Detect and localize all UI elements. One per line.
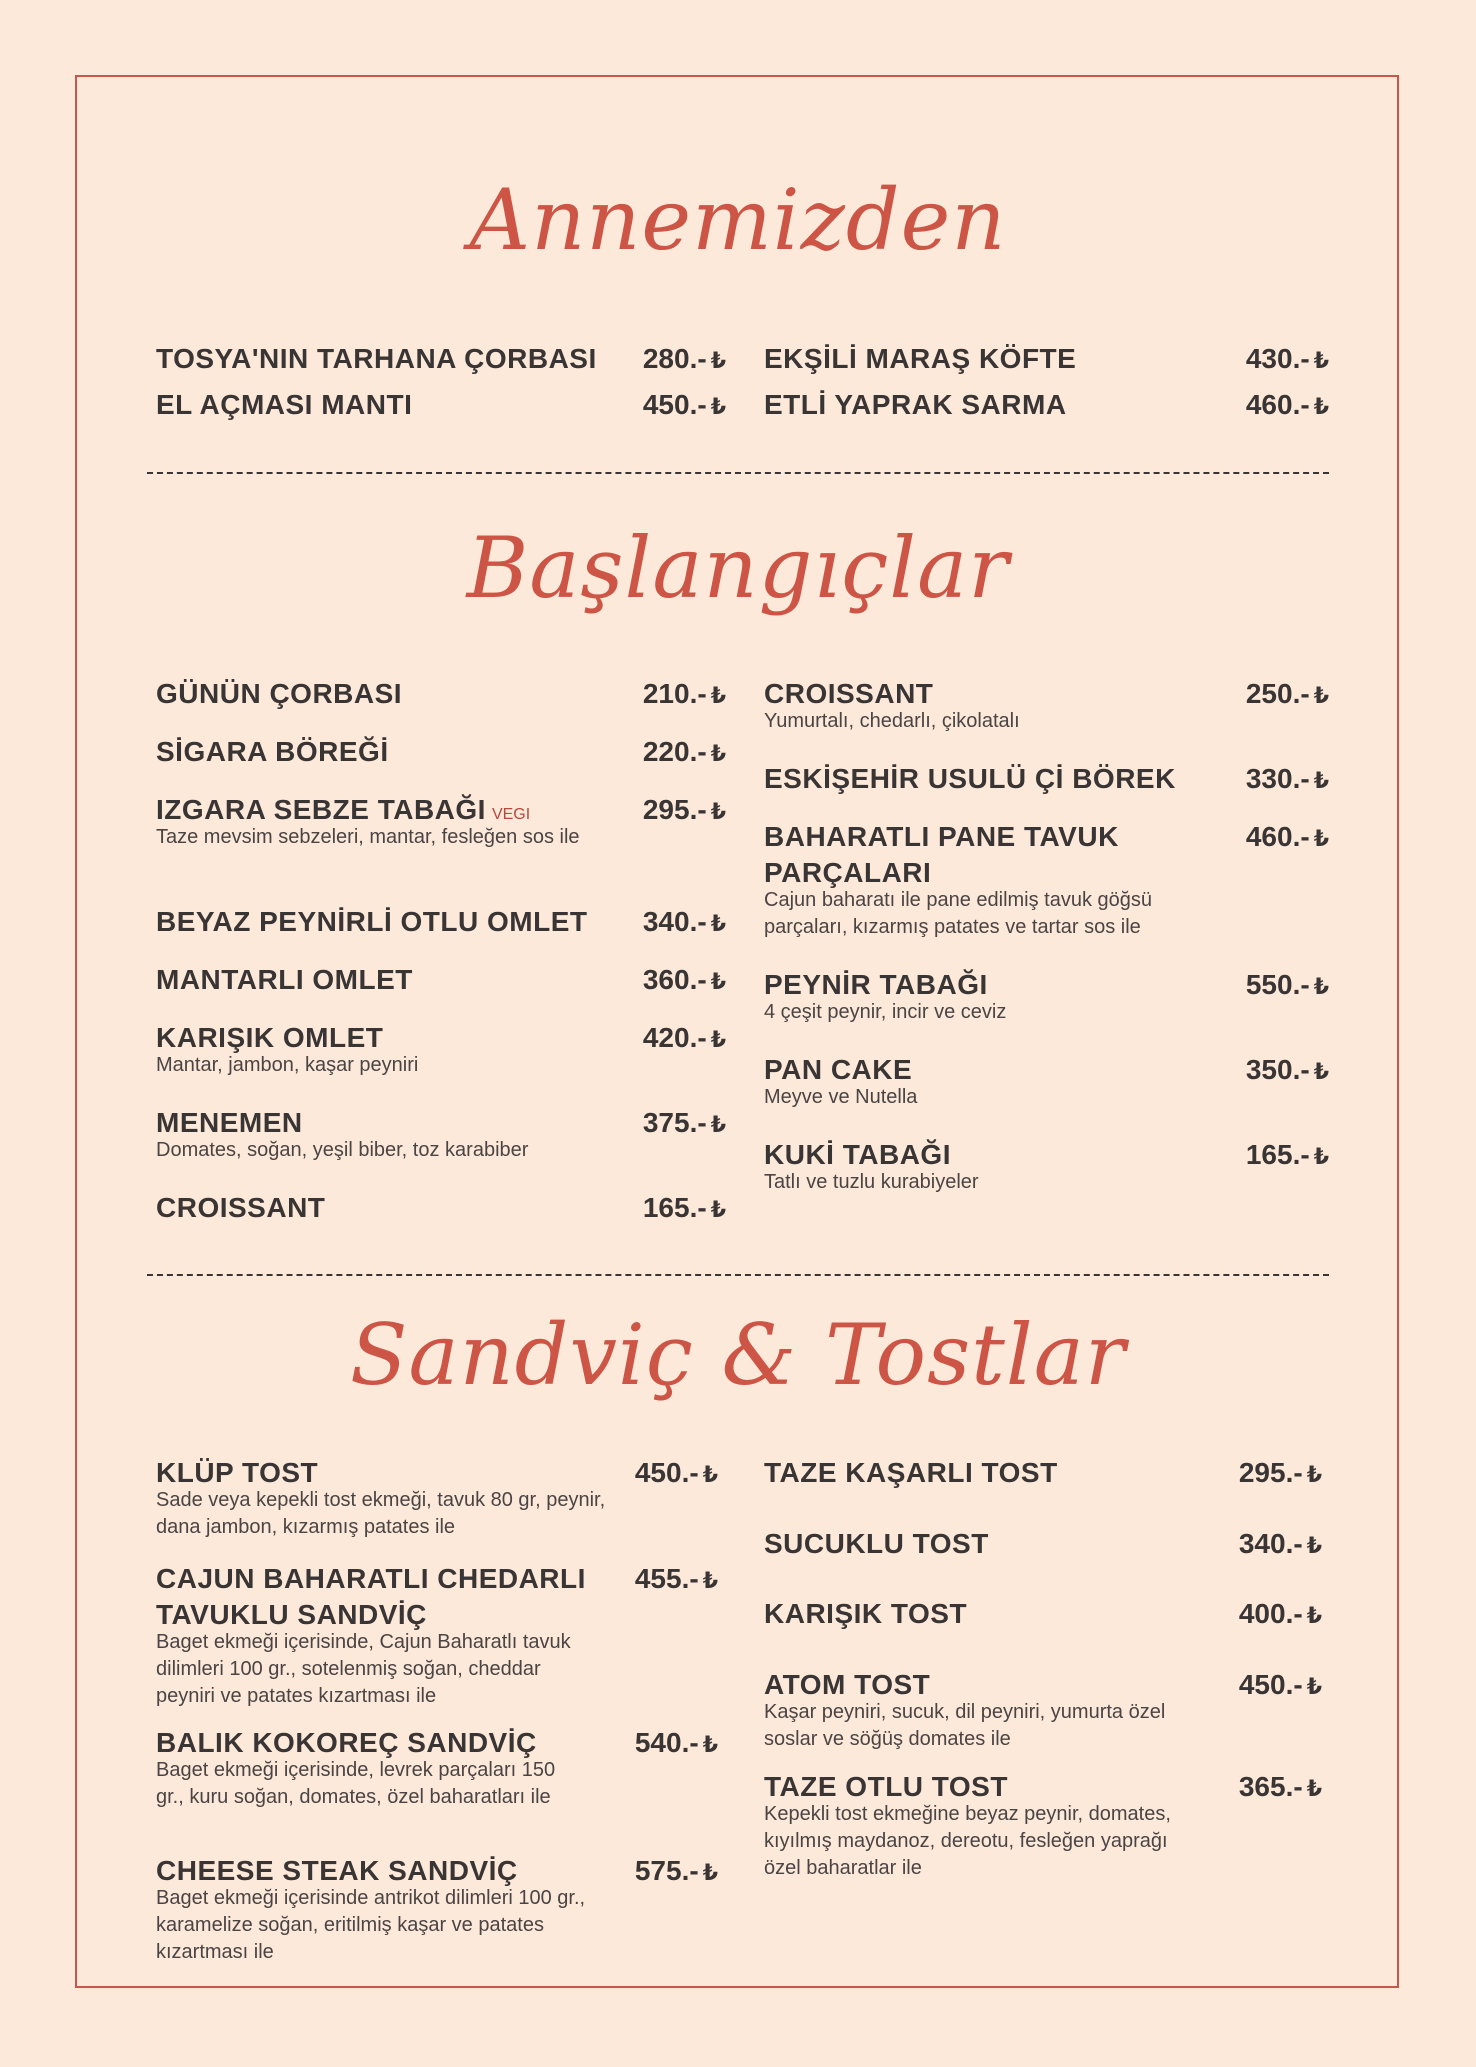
item-price: 460.- ₺ [1245,389,1329,420]
item-name: MENEMEN [156,1107,303,1138]
item-price: 210.- ₺ [642,678,726,709]
item-description: Sade veya kepekli tost ekmeği, tavuk 80 gr, peynir, dana jambon, kızarmış patates ile [156,1489,606,1538]
item-name: KLÜP TOST [156,1457,319,1488]
item-price: 455.- ₺ [634,1563,718,1594]
item-price: 295.- ₺ [1238,1457,1322,1488]
item-description: Kaşar peyniri, sucuk, dil peyniri, yumurta özel soslar ve söğüş domates ile [764,1701,1166,1750]
item-description: Yumurtalı, chedarlı, çikolatalı [764,710,1020,732]
section-title-sandvic-tostlar: Sandviç & Tostlar [349,1306,1127,1404]
item-name: PAN CAKE [764,1054,913,1085]
item-price: 250.- ₺ [1245,678,1329,709]
section-title-annemizden: Annemizden [469,171,1007,269]
item-name: ETLİ YAPRAK SARMA [764,389,1067,420]
item-price: 540.- ₺ [634,1727,718,1758]
item-name: IZGARA SEBZE TABAĞI VEGI [156,794,531,825]
item-name: GÜNÜN ÇORBASI [156,678,403,709]
item-description: Baget ekmeği içerisinde antrikot dilimleri 100 gr., karamelize soğan, eritilmiş kaşar ve patates kızartması ile [156,1887,586,1963]
item-name: EKŞİLİ MARAŞ KÖFTE [764,343,1077,374]
item-description: Kepekli tost ekmeğine beyaz peynir, domates, kıyılmış maydanoz, dereotu, fesleğen yaprağı özel baharatlar ile [764,1803,1171,1879]
item-price: 295.- ₺ [642,794,726,825]
item-price: 450.- ₺ [642,389,726,420]
item-description: Mantar, jambon, kaşar peyniri [156,1054,419,1076]
section-divider [147,1274,1329,1276]
item-price: 340.- ₺ [1238,1528,1322,1559]
item-description: Tatlı ve tuzlu kurabiyeler [764,1171,979,1193]
item-name: CAJUN BAHARATLI CHEDARLI TAVUKLU SANDVİÇ [156,1563,586,1630]
item-name: BAHARATLI PANE TAVUK PARÇALARI [764,821,1119,888]
item-name: TOSYA'NIN TARHANA ÇORBASI [156,343,597,374]
item-description: Baget ekmeği içerisinde, Cajun Baharatlı tavuk dilimleri 100 gr., sotelenmiş soğan, cheddar peyniri ve patates kızartması ile [156,1631,571,1707]
item-name: CHEESE STEAK SANDVİÇ [156,1855,518,1886]
item-name: SİGARA BÖREĞİ [156,736,389,767]
item-price: 450.- ₺ [1238,1669,1322,1700]
item-price: 575.- ₺ [634,1855,718,1886]
item-price: 420.- ₺ [642,1022,726,1053]
item-price: 350.- ₺ [1245,1054,1329,1085]
section-divider [147,472,1329,474]
item-name: TAZE OTLU TOST [764,1771,1008,1802]
vegi-badge: VEGI [491,806,531,823]
item-name: TAZE KAŞARLI TOST [764,1457,1058,1488]
item-price: 400.- ₺ [1238,1598,1322,1629]
item-name: KARIŞIK OMLET [156,1022,384,1053]
item-price: 450.- ₺ [634,1457,718,1488]
item-name: SUCUKLU TOST [764,1528,989,1559]
item-description: Taze mevsim sebzeleri, mantar, fesleğen sos ile [156,826,580,848]
item-name: MANTARLI OMLET [156,964,413,995]
item-description: Domates, soğan, yeşil biber, toz karabiber [156,1139,529,1161]
item-name: CROISSANT [156,1192,326,1223]
item-name: ESKİŞEHİR USULÜ Çİ BÖREK [764,763,1176,794]
item-description: Meyve ve Nutella [764,1086,918,1108]
item-name: BEYAZ PEYNİRLİ OTLU OMLET [156,906,588,937]
item-name: EL AÇMASI MANTI [156,389,413,420]
item-name: PEYNİR TABAĞI [764,969,988,1000]
item-description: 4 çeşit peynir, incir ve ceviz [764,1001,1007,1023]
item-price: 375.- ₺ [642,1107,726,1138]
item-price: 430.- ₺ [1245,343,1329,374]
item-name: KARIŞIK TOST [764,1598,968,1629]
item-price: 165.- ₺ [1245,1139,1329,1170]
item-price: 330.- ₺ [1245,763,1329,794]
item-price: 365.- ₺ [1238,1771,1322,1802]
item-description: Cajun baharatı ile pane edilmiş tavuk göğsü parçaları, kızarmış patates ve tartar sos ile [764,889,1153,938]
item-name: CROISSANT [764,678,934,709]
item-name: BALIK KOKOREÇ SANDVİÇ [156,1727,537,1758]
item-name: ATOM TOST [764,1669,931,1700]
item-price: 220.- ₺ [642,736,726,767]
item-price: 340.- ₺ [642,906,726,937]
item-price: 165.- ₺ [642,1192,726,1223]
item-description: Baget ekmeği içerisinde, levrek parçaları 150 gr., kuru soğan, domates, özel baharatları ile [156,1759,556,1808]
item-name: KUKİ TABAĞI [764,1139,951,1170]
item-price: 280.- ₺ [642,343,726,374]
item-price: 550.- ₺ [1245,969,1329,1000]
item-price: 360.- ₺ [642,964,726,995]
section-title-baslangiclar: Başlangıçlar [466,519,1010,617]
item-price: 460.- ₺ [1245,821,1329,852]
